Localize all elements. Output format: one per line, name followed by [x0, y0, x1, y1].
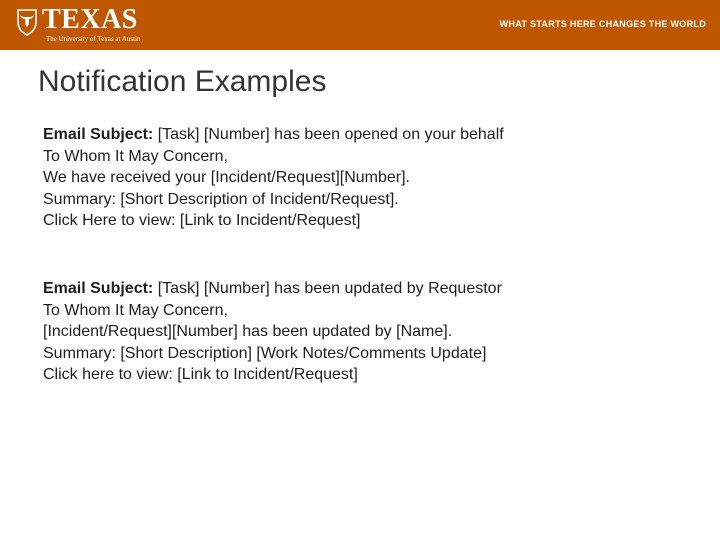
brand-wordmark: TEXAS: [42, 4, 138, 35]
ut-logo[interactable]: [16, 6, 146, 46]
email-greeting: To Whom It May Concern,: [43, 301, 228, 319]
email-subject-line: [43, 124, 504, 146]
email-subject-label: Email Subject:: [43, 280, 154, 297]
email-subject-line: [43, 278, 502, 300]
email-subject-text: [Task] [Number] has been updated by Requestor: [153, 280, 502, 297]
slide-title: Notification Examples: [38, 65, 327, 98]
email-subject-label: Email Subject:: [43, 126, 154, 143]
email-summary-line: Summary: [Short Description of Incident/Request].: [43, 190, 399, 208]
email-body-line: [Incident/Request][Number] has been updated by [Name].: [43, 323, 453, 340]
header-tagline: WHAT STARTS HERE CHANGES THE WORLD: [499, 19, 706, 29]
email-subject-text: [Task] [Number] has been opened on your behalf: [153, 126, 504, 143]
email-greeting: To Whom It May Concern,: [43, 147, 228, 165]
header-banner: [0, 0, 720, 50]
email-link-line: Click Here to view: [Link to Incident/Request]: [43, 212, 361, 229]
email-body-line: We have received your [Incident/Request][Number].: [43, 169, 410, 186]
longhorn-shield-icon: [16, 8, 38, 36]
email-summary-line: Summary: [Short Description] [Work Notes/Comments Update]: [43, 344, 487, 362]
brand-subtitle: The University of Texas at Austin: [46, 35, 141, 43]
email-link-line: Click here to view: [Link to Incident/Request]: [43, 366, 358, 383]
email-example-updated: [43, 278, 502, 386]
email-example-opened: [43, 124, 504, 232]
